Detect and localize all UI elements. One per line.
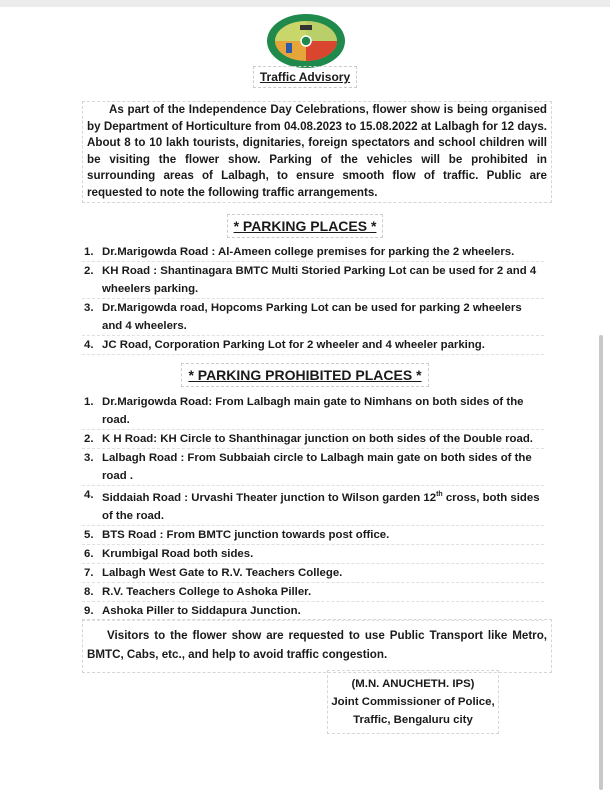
list-item	[82, 449, 544, 486]
top-bar	[0, 0, 610, 7]
superscript: th	[436, 491, 443, 498]
item-number: 3.	[84, 452, 94, 464]
heading-text: * PARKING PROHIBITED PLACES *	[181, 363, 428, 387]
list-item	[82, 430, 544, 449]
item-text: Lalbagh West Gate to R.V. Teachers College.	[102, 566, 343, 579]
item-number: 4.	[84, 339, 94, 351]
item-number: 8.	[84, 585, 94, 598]
item-number: 7.	[84, 566, 94, 579]
item-text: Krumbigal Road both sides.	[102, 547, 254, 560]
item-number: 2.	[84, 265, 94, 277]
list-item	[82, 564, 544, 583]
page-title	[0, 70, 610, 84]
visitors-paragraph: Visitors to the flower show are requested to use Public Transport like Metro, BMTC, Cabs, etc., and help to avoid traffic congestion.	[82, 619, 552, 673]
heading-text: * PARKING PLACES *	[227, 214, 384, 238]
parking-prohibited-list	[82, 393, 544, 621]
list-item	[82, 336, 544, 355]
item-number: 5.	[84, 528, 94, 541]
item-text: Lalbagh Road : From Subbaiah circle to Lalbagh main gate on both sides of the road .	[102, 452, 532, 482]
list-item	[82, 526, 544, 545]
parking-prohibited-heading	[0, 367, 610, 383]
intro-paragraph: As part of the Independence Day Celebrations, flower show is being organised by Department of Horticulture from 04.08.2023 to 15.08.2022 at Lalbagh for 12 days. About 8 to 10 lakh tourists, dignitaries, foreign spectators and school children will be visiting the flower show. Parking of the vehicles will be prohibited in surrounding areas of Lalbagh, to ensure smooth flow of traffic. Public are requested to note the following traffic arrangements.	[82, 101, 552, 203]
item-text: KH Road : Shantinagara BMTC Multi Storied Parking Lot can be used for 2 and 4 wheelers parking.	[102, 265, 537, 295]
parking-places-list	[82, 243, 544, 355]
signatory-office: Traffic, Bengaluru city	[353, 714, 473, 726]
item-text: cross, both sides of the road.	[102, 491, 540, 522]
item-number: 1.	[84, 396, 94, 408]
item-number: 9.	[84, 604, 94, 617]
list-item	[82, 262, 544, 299]
title-text: Traffic Advisory	[253, 66, 357, 88]
signatory-designation: Joint Commissioner of Police,	[331, 696, 495, 708]
item-number: 4.	[84, 489, 94, 501]
traffic-police-logo	[266, 13, 346, 69]
list-item	[82, 299, 544, 336]
item-text: JC Road, Corporation Parking Lot for 2 wheeler and 4 wheeler parking.	[102, 339, 485, 351]
item-text: BTS Road : From BMTC junction towards post office.	[102, 528, 390, 541]
signature-block	[327, 670, 499, 734]
list-item	[82, 486, 544, 526]
scrollbar[interactable]	[599, 335, 603, 790]
list-item	[82, 602, 544, 621]
list-item	[82, 243, 544, 262]
parking-places-heading	[0, 218, 610, 234]
list-item	[82, 583, 544, 602]
item-text: Siddaiah Road : Urvashi Theater junction to Wilson garden 12	[102, 491, 437, 504]
item-text: Dr.Marigowda Road : Al-Ameen college premises for parking the 2 wheelers.	[102, 246, 515, 258]
item-text: Dr.Marigowda Road: From Lalbagh main gate to Nimhans on both sides of the road.	[102, 396, 524, 426]
item-number: 6.	[84, 547, 94, 560]
item-text: Dr.Marigowda road, Hopcoms Parking Lot can be used for parking 2 wheelers and 4 wheelers.	[102, 302, 522, 332]
item-number: 1.	[84, 246, 94, 258]
item-text: R.V. Teachers College to Ashoka Piller.	[102, 585, 312, 598]
item-text: K H Road: KH Circle to Shanthinagar junction on both sides of the Double road.	[102, 433, 533, 445]
item-number: 2.	[84, 433, 94, 445]
item-number: 3.	[84, 302, 94, 314]
list-item	[82, 545, 544, 564]
signatory-name: (M.N. ANUCHETH. IPS)	[351, 678, 475, 690]
item-text: Ashoka Piller to Siddapura Junction.	[102, 604, 301, 617]
list-item	[82, 393, 544, 430]
